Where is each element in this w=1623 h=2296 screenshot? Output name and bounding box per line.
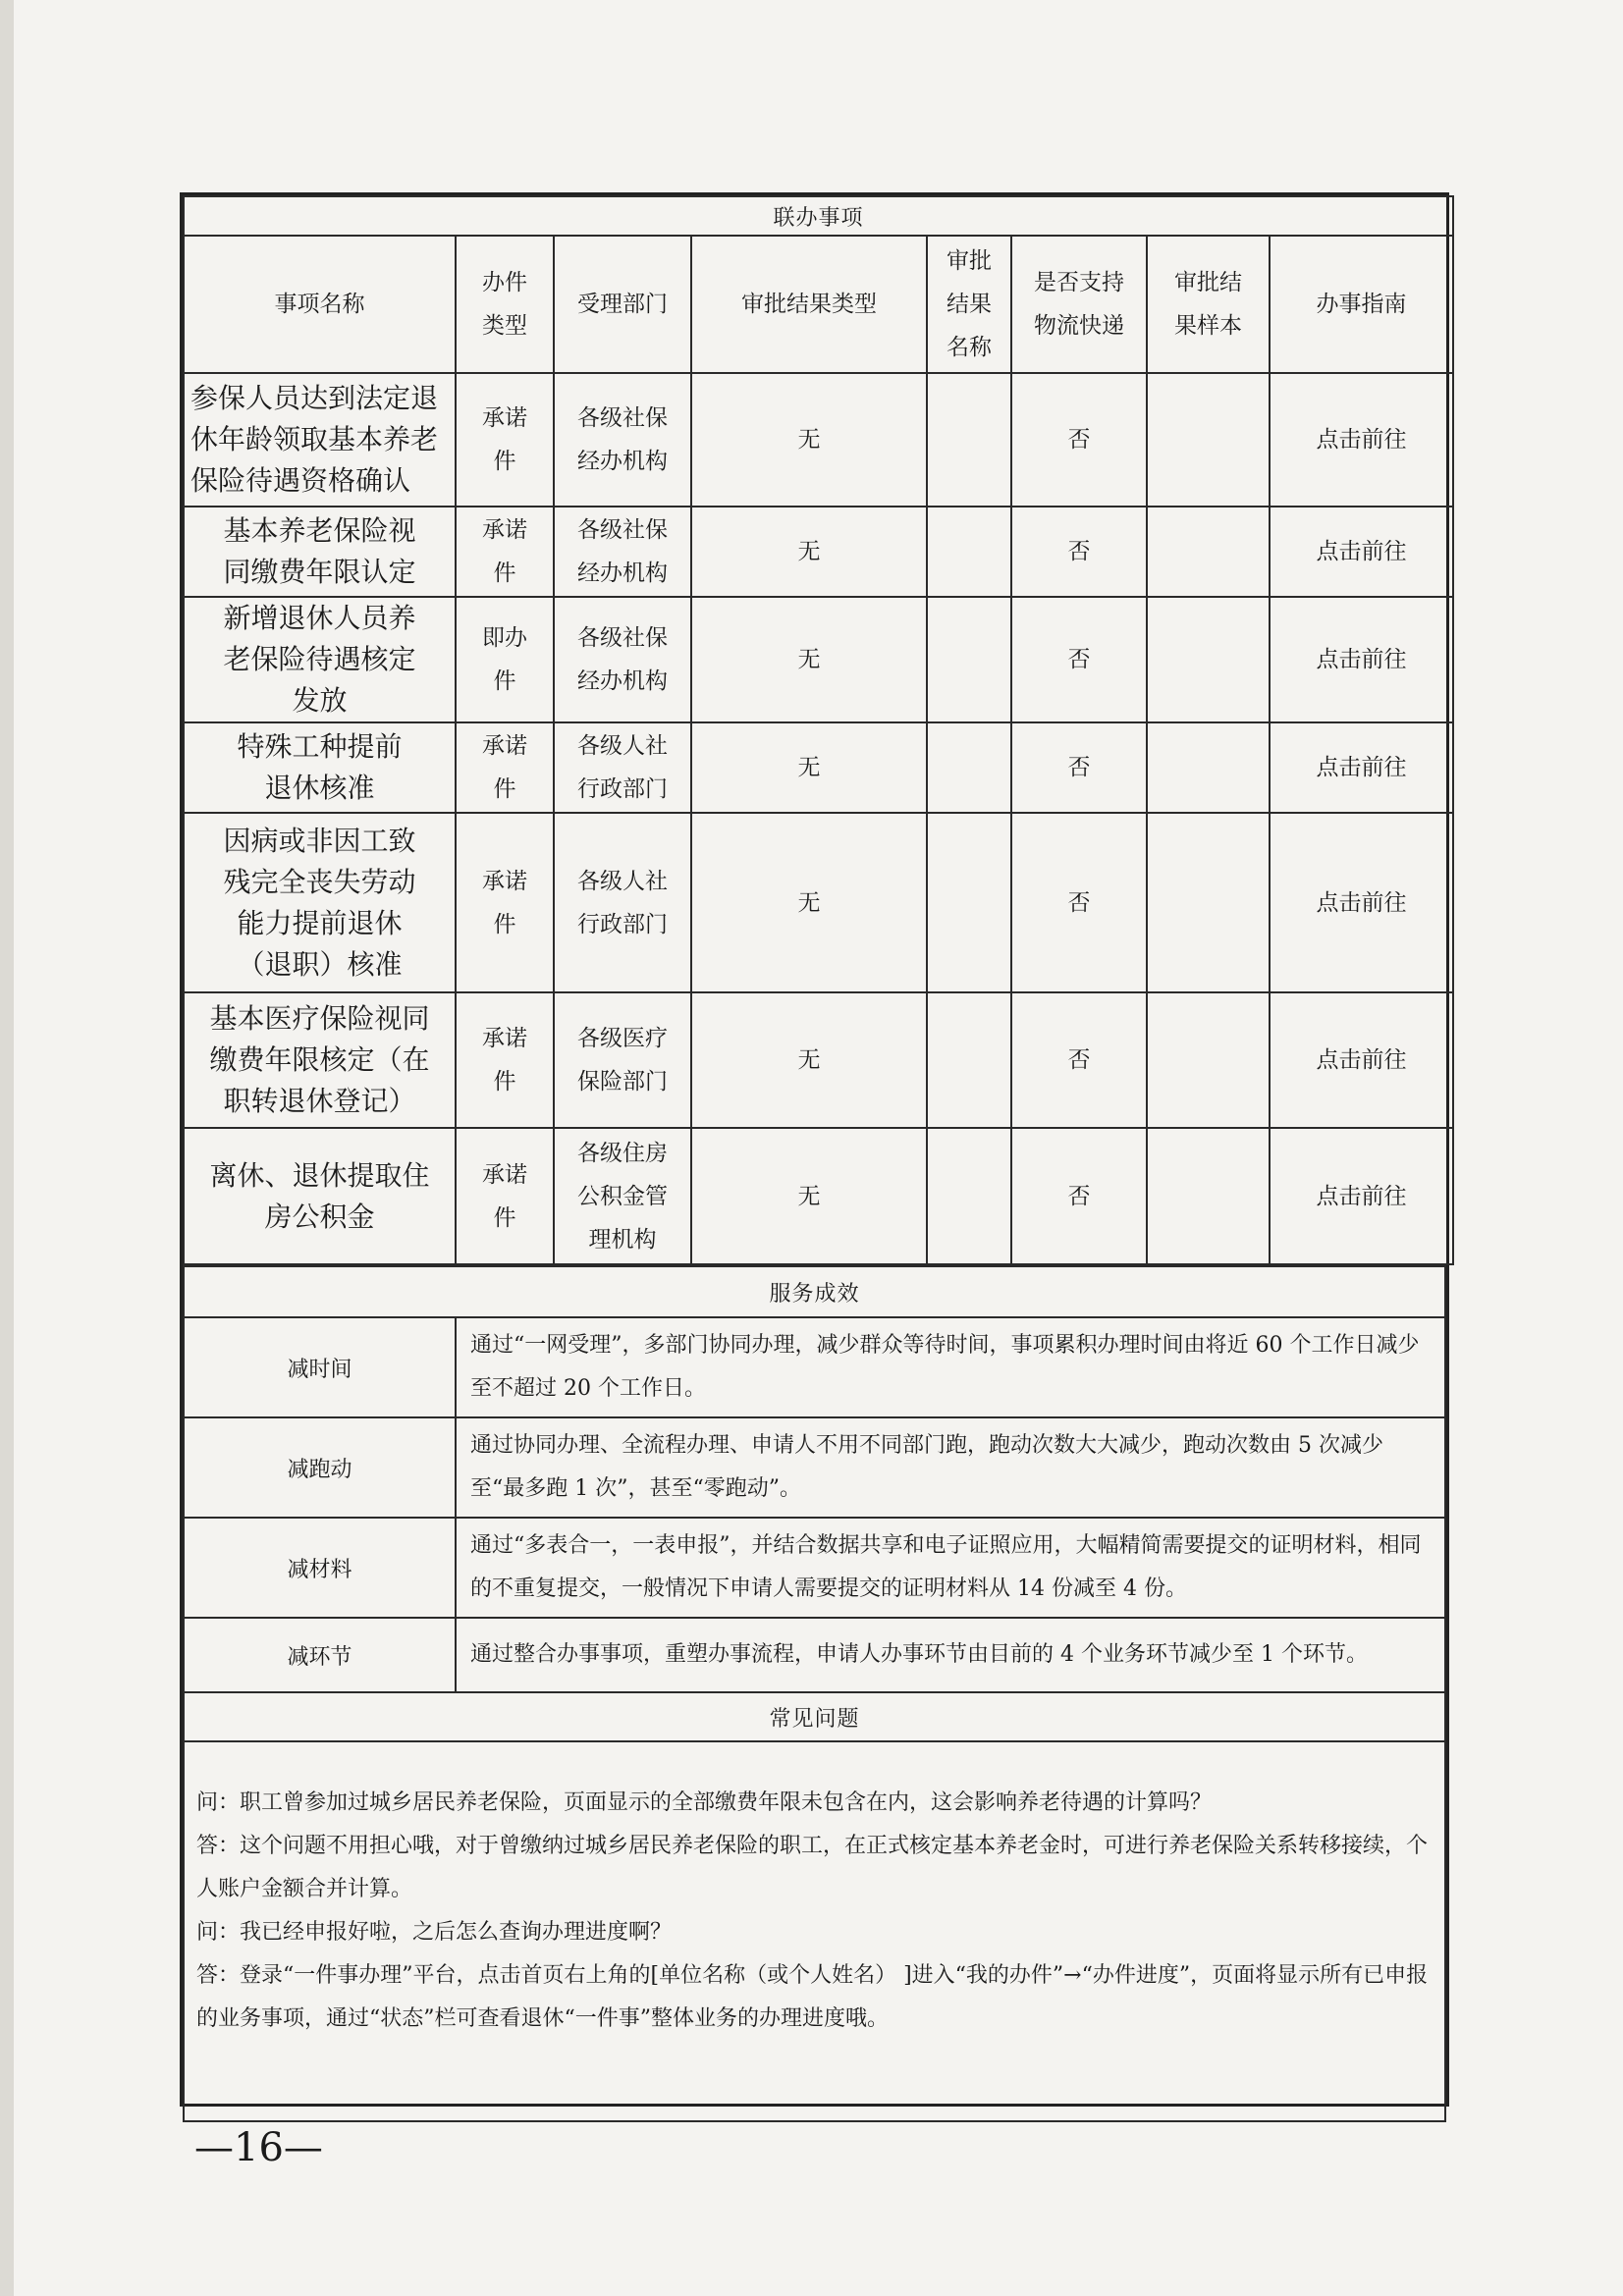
item-type: 即办件	[456, 597, 554, 722]
item-dept: 各级人社行政部门	[554, 813, 691, 992]
item-result-type: 无	[691, 722, 927, 813]
item-name: 离休、退休提取住房公积金	[184, 1128, 456, 1264]
item-logistics: 否	[1011, 1128, 1147, 1264]
table-row	[184, 373, 1453, 507]
guide-link[interactable]: 点击前往	[1270, 813, 1453, 992]
item-result-type: 无	[691, 507, 927, 597]
benefit-row	[184, 1518, 1445, 1618]
benefit-label: 减跑动	[184, 1417, 456, 1518]
table-row	[184, 722, 1453, 813]
item-name: 基本养老保险视同缴费年限认定	[184, 507, 456, 597]
faq-section-title: 常见问题	[184, 1692, 1445, 1741]
faq-answer: 答：这个问题不用担心哦，对于曾缴纳过城乡居民养老保险的职工，在正式核定基本养老金时，可进行养老保险关系转移接续，个人账户金额合并计算。	[196, 1834, 1429, 1901]
guide-link[interactable]: 点击前往	[1270, 992, 1453, 1128]
item-sample	[1147, 1128, 1270, 1264]
item-name: 特殊工种提前退休核准	[184, 722, 456, 813]
table-row	[184, 992, 1453, 1128]
guide-link[interactable]: 点击前往	[1270, 373, 1453, 507]
item-result-name	[927, 597, 1011, 722]
item-name: 新增退休人员养老保险待遇核定发放	[184, 597, 456, 722]
header-item-name: 事项名称	[184, 236, 456, 373]
item-logistics: 否	[1011, 597, 1147, 722]
header-result-type: 审批结果类型	[691, 236, 927, 373]
table-row	[184, 597, 1453, 722]
guide-link[interactable]: 点击前往	[1270, 722, 1453, 813]
header-guide: 办事指南	[1270, 236, 1453, 373]
item-logistics: 否	[1011, 722, 1147, 813]
guide-link[interactable]: 点击前往	[1270, 507, 1453, 597]
item-result-type: 无	[691, 1128, 927, 1264]
page-edge-shadow	[0, 0, 14, 2296]
item-dept: 各级人社行政部门	[554, 722, 691, 813]
faq-row	[184, 1741, 1445, 2121]
item-sample	[1147, 722, 1270, 813]
item-sample	[1147, 813, 1270, 992]
benefit-text: 通过协同办理、全流程办理、申请人不用不同部门跑，跑动次数大大减少，跑动次数由 5 次减少至“最多跑 1 次”，甚至“零跑动”。	[456, 1417, 1445, 1518]
item-result-type: 无	[691, 597, 927, 722]
header-type: 办件类型	[456, 236, 554, 373]
benefits-section-title: 服务成效	[184, 1266, 1445, 1317]
item-type: 承诺件	[456, 1128, 554, 1264]
item-dept: 各级社保经办机构	[554, 373, 691, 507]
faq-answer: 答：登录“一件事办理”平台，点击首页右上角的[单位名称（或个人姓名） ]进入“我的办件”→“办件进度”，页面将显示所有已申报的业务事项，通过“状态”栏可查看退休“一件事”整体业务的办理进度哦。	[196, 1963, 1429, 2031]
item-logistics: 否	[1011, 813, 1147, 992]
item-sample	[1147, 992, 1270, 1128]
table-header-row	[184, 236, 1453, 373]
item-dept: 各级社保经办机构	[554, 597, 691, 722]
item-result-name	[927, 373, 1011, 507]
item-logistics: 否	[1011, 507, 1147, 597]
item-result-name	[927, 722, 1011, 813]
benefit-label: 减时间	[184, 1317, 456, 1417]
item-dept: 各级社保经办机构	[554, 507, 691, 597]
item-result-type: 无	[691, 813, 927, 992]
item-sample	[1147, 373, 1270, 507]
header-sample: 审批结果样本	[1147, 236, 1270, 373]
benefit-label: 减材料	[184, 1518, 456, 1618]
item-result-name	[927, 507, 1011, 597]
item-type: 承诺件	[456, 507, 554, 597]
item-result-name	[927, 1128, 1011, 1264]
benefit-label: 减环节	[184, 1618, 456, 1692]
item-type: 承诺件	[456, 992, 554, 1128]
item-type: 承诺件	[456, 373, 554, 507]
item-name: 基本医疗保险视同缴费年限核定（在职转退休登记）	[184, 992, 456, 1128]
faq-content	[184, 1741, 1445, 2121]
item-result-type: 无	[691, 373, 927, 507]
item-result-name	[927, 813, 1011, 992]
item-dept: 各级住房公积金管理机构	[554, 1128, 691, 1264]
benefit-row	[184, 1317, 1445, 1417]
joint-items-table	[183, 195, 1454, 1265]
joint-section-title: 联办事项	[184, 196, 1453, 236]
faq-question: 问：我已经申报好啦，之后怎么查询办理进度啊？	[196, 1920, 673, 1945]
item-type: 承诺件	[456, 813, 554, 992]
benefit-row	[184, 1618, 1445, 1692]
item-name: 因病或非因工致残完全丧失劳动能力提前退休（退职）核准	[184, 813, 456, 992]
item-name: 参保人员达到法定退休年龄领取基本养老保险待遇资格确认	[184, 373, 456, 507]
item-result-name	[927, 992, 1011, 1128]
table-row	[184, 1128, 1453, 1264]
guide-link[interactable]: 点击前往	[1270, 597, 1453, 722]
item-type: 承诺件	[456, 722, 554, 813]
header-logistics: 是否支持物流快递	[1011, 236, 1147, 373]
item-sample	[1147, 597, 1270, 722]
item-result-type: 无	[691, 992, 927, 1128]
item-sample	[1147, 507, 1270, 597]
benefit-row	[184, 1417, 1445, 1518]
header-dept: 受理部门	[554, 236, 691, 373]
item-logistics: 否	[1011, 992, 1147, 1128]
guide-link[interactable]: 点击前往	[1270, 1128, 1453, 1264]
benefit-text: 通过“一网受理”，多部门协同办理，减少群众等待时间，事项累积办理时间由将近 60 个工作日减少至不超过 20 个工作日。	[456, 1317, 1445, 1417]
benefit-text: 通过“多表合一，一表申报”，并结合数据共享和电子证照应用，大幅精简需要提交的证明材料，相同的不重复提交，一般情况下申请人需要提交的证明材料从 14 份减至 4 份。	[456, 1518, 1445, 1618]
header-result-name: 审批结果名称	[927, 236, 1011, 373]
benefit-text: 通过整合办事事项，重塑办事流程，申请人办事环节由目前的 4 个业务环节减少至 1 个环节。	[456, 1618, 1445, 1692]
table-row	[184, 813, 1453, 992]
page-number: —16—	[194, 2125, 323, 2170]
faq-question: 问：职工曾参加过城乡居民养老保险，页面显示的全部缴费年限未包含在内，这会影响养老待遇的计算吗？	[196, 1790, 1213, 1815]
info-table-frame	[180, 192, 1449, 2107]
table-row	[184, 507, 1453, 597]
item-logistics: 否	[1011, 373, 1147, 507]
item-dept: 各级医疗保险部门	[554, 992, 691, 1128]
benefits-table	[183, 1265, 1446, 2122]
